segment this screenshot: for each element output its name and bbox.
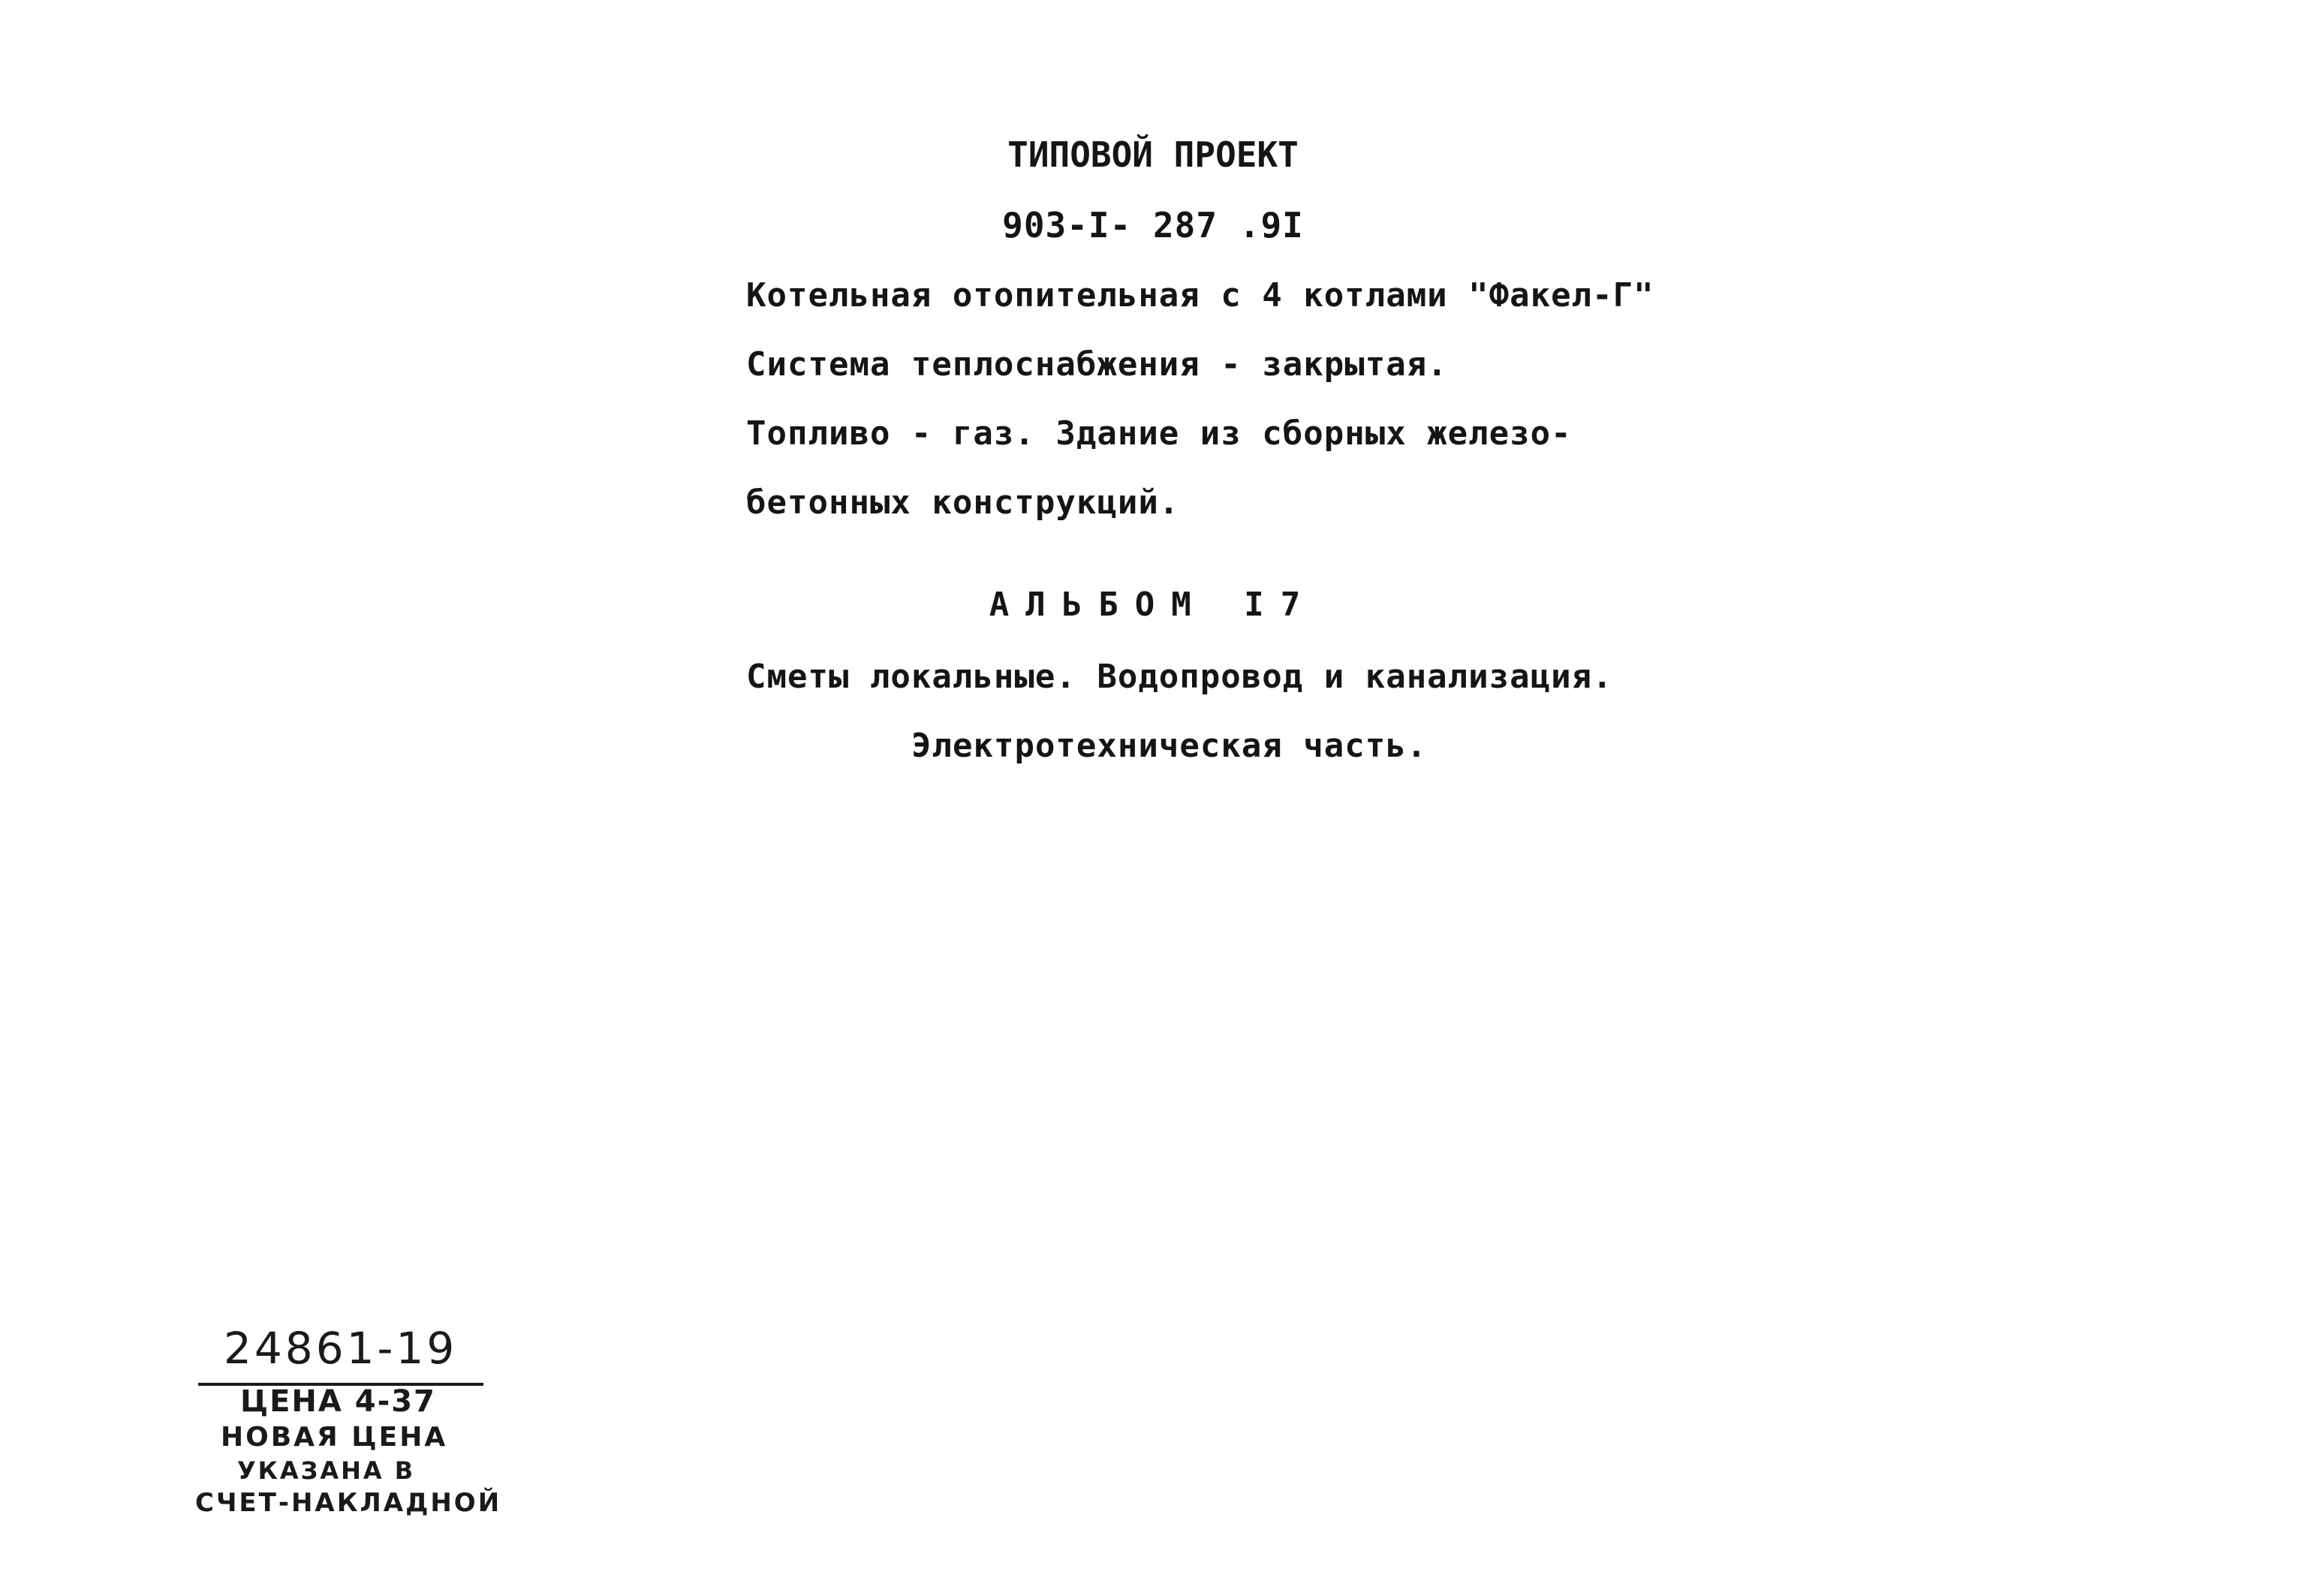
- handwritten-price-stamp: [188, 1323, 518, 1525]
- project-number: 903-I- 287 .9I: [1002, 205, 1304, 245]
- album-line-1: Сметы локальные. Водопровод и канализация.: [746, 658, 1613, 696]
- description-line-2: Система теплоснабжения - закрытая.: [746, 345, 1448, 384]
- album-heading: АЛЬБОМ I7: [989, 586, 1317, 624]
- stamp-note-line-3: СЧЕТ-НАКЛАДНОЙ: [195, 1488, 502, 1518]
- document-title: ТИПОВОЙ ПРОЕКТ: [1007, 134, 1299, 175]
- description-line-1: Котельная отопительная с 4 котлами "Факел-Г": [746, 276, 1654, 315]
- description-line-3: Топливо - газ. Здание из сборных железо-: [746, 414, 1572, 453]
- description-line-4: бетонных конструкций.: [746, 483, 1180, 522]
- stamp-price: ЦЕНА 4-37: [240, 1384, 436, 1419]
- album-line-2: Электротехническая часть.: [911, 727, 1428, 765]
- stamp-note-line-2: УКАЗАНА В: [237, 1456, 416, 1485]
- stamp-note-line-1: НОВАЯ ЦЕНА: [221, 1422, 448, 1453]
- stamp-number: 24861-19: [224, 1323, 458, 1374]
